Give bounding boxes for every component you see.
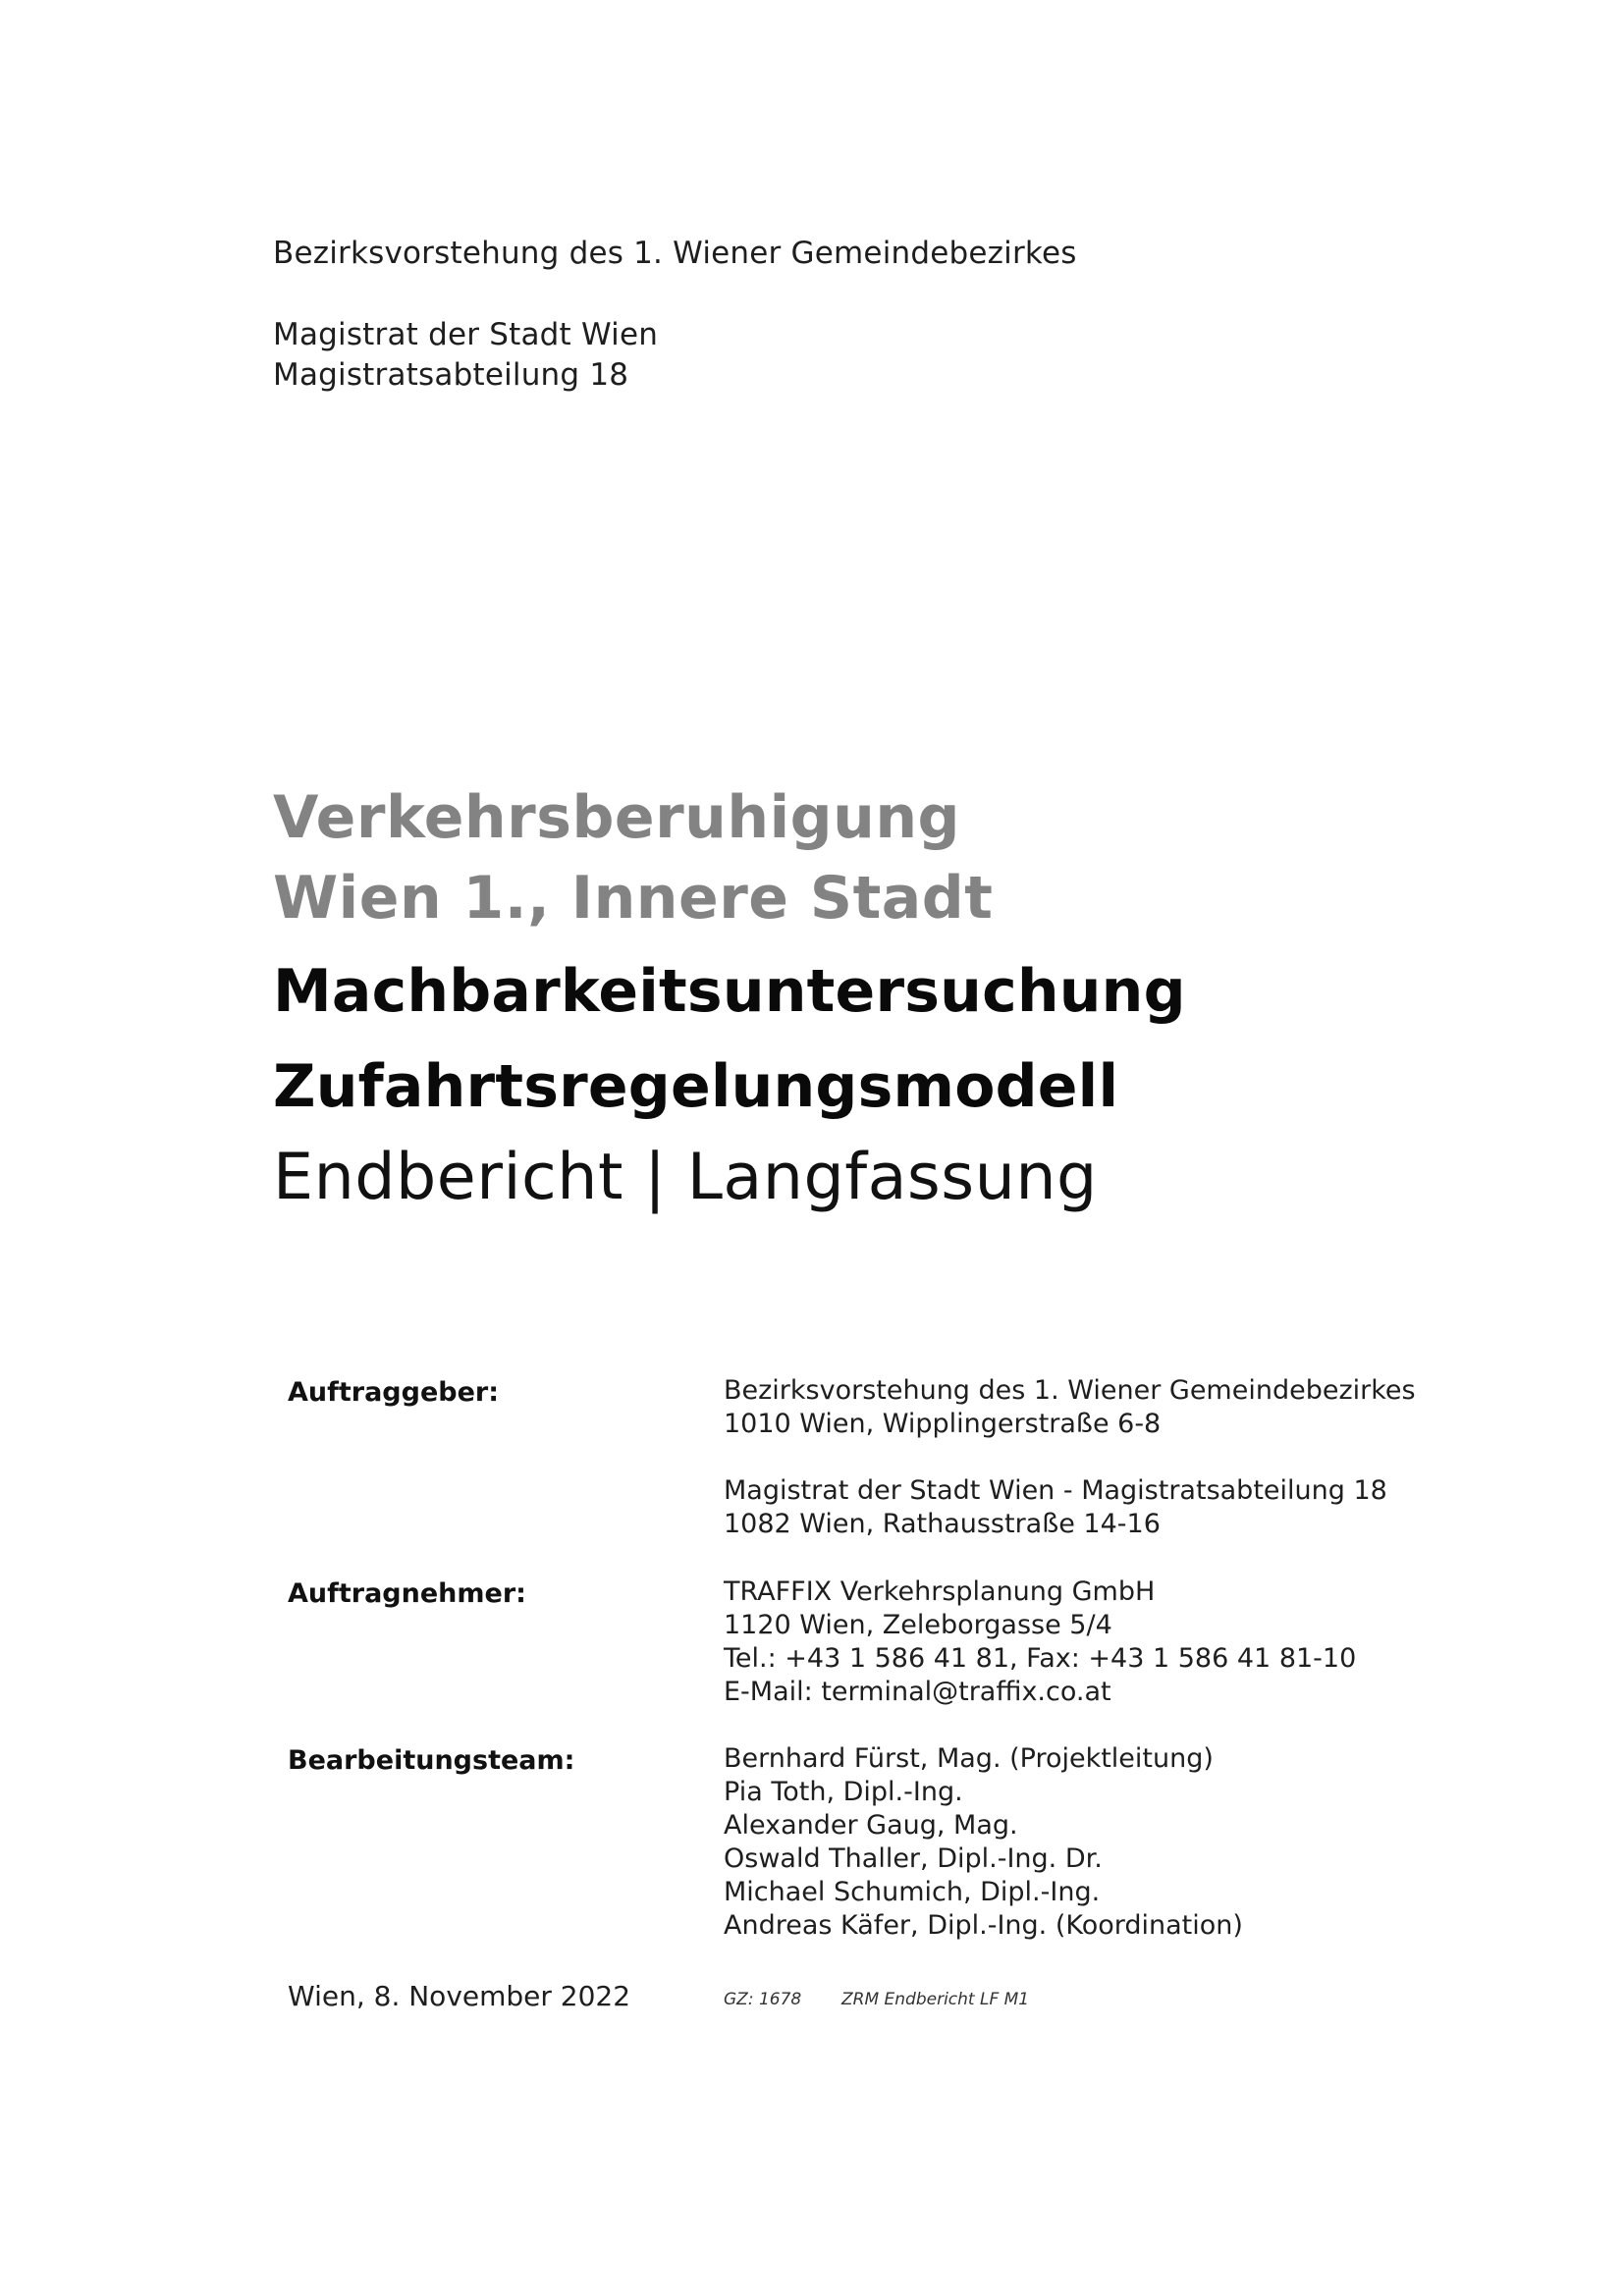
title-access-model: Zufahrtsregelungsmodell xyxy=(273,1052,1119,1121)
client-line: Magistrat der Stadt Wien - Magistratsabteilung 18 xyxy=(724,1475,1387,1506)
title-traffic-calming: Verkehrsberuhigung xyxy=(273,783,960,852)
contractor-label: Auftragnehmer: xyxy=(288,1578,526,1609)
client-line xyxy=(724,1441,1416,1474)
team-member: Bernhard Fürst, Mag. (Projektleitung) xyxy=(724,1743,1214,1774)
client-line: 1010 Wien, Wipplingerstraße 6-8 xyxy=(724,1409,1162,1439)
team-member: Oswald Thaller, Dipl.-Ing. Dr. xyxy=(724,1843,1103,1874)
team-member: Alexander Gaug, Mag. xyxy=(724,1810,1018,1841)
team-member: Michael Schumich, Dipl.-Ing. xyxy=(724,1877,1101,1907)
file-number: GZ: 1678 xyxy=(724,1990,802,2009)
issuer-magistrate: Magistrat der Stadt Wien xyxy=(273,317,659,352)
title-report-type: Endbericht | Langfassung xyxy=(273,1141,1098,1214)
title-feasibility-study: Machbarkeitsuntersuchung xyxy=(273,957,1186,1026)
client-line: 1082 Wien, Rathausstraße 14-16 xyxy=(724,1509,1161,1539)
document-reference: ZRM Endbericht LF M1 xyxy=(841,1990,1030,2009)
team-label: Bearbeitungsteam: xyxy=(288,1745,575,1776)
contractor-details xyxy=(724,1575,1356,1709)
contractor-line: 1120 Wien, Zeleborgasse 5/4 xyxy=(724,1610,1112,1640)
client-label: Auftraggeber: xyxy=(288,1377,500,1408)
report-date: Wien, 8. November 2022 xyxy=(288,1980,631,2012)
team-member: Andreas Käfer, Dipl.-Ing. (Koordination) xyxy=(724,1910,1243,1941)
team-members xyxy=(724,1742,1243,1943)
client-line: Bezirksvorstehung des 1. Wiener Gemeindebezirkes xyxy=(724,1375,1416,1406)
team-member: Pia Toth, Dipl.-Ing. xyxy=(724,1777,963,1807)
issuer-department: Magistratsabteilung 18 xyxy=(273,357,629,393)
title-location: Wien 1., Innere Stadt xyxy=(273,864,994,933)
client-details xyxy=(724,1374,1416,1541)
issuer-district: Bezirksvorstehung des 1. Wiener Gemeindebezirkes xyxy=(273,236,1077,271)
contractor-line: Tel.: +43 1 586 41 81, Fax: +43 1 586 41 81-10 xyxy=(724,1643,1357,1674)
contractor-email[interactable]: E-Mail: terminal@traffix.co.at xyxy=(724,1677,1111,1707)
contractor-line: TRAFFIX Verkehrsplanung GmbH xyxy=(724,1576,1156,1607)
